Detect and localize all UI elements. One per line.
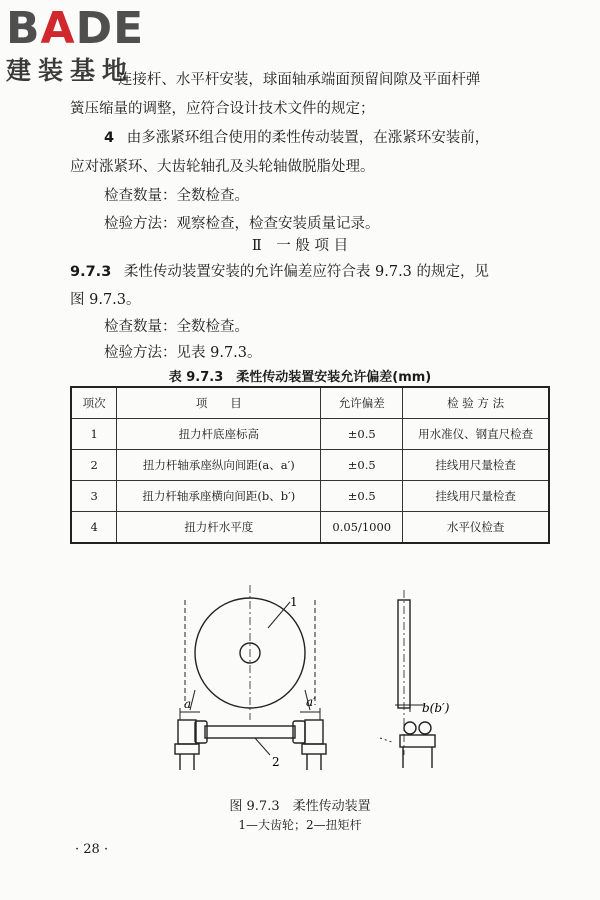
right-support — [305, 720, 323, 744]
table-cell: ±0.5 — [321, 419, 403, 450]
table-caption: 表 9.7.3 柔性传动装置安装允许偏差(mm) — [168, 370, 432, 385]
table-cell: 扭力杆水平度 — [117, 512, 321, 544]
table-header-row — [71, 387, 549, 419]
check-method-1: 检验方法：观察检查，检查安装质量记录。 — [104, 216, 380, 232]
logo-brand-sub: 建装基地 — [6, 56, 135, 85]
paragraph-4-line2: 应对涨紧环、大齿轮轴孔及头轮轴做脱脂处理。 — [70, 159, 375, 175]
check-quantity-2: 检查数量：全数检查。 — [104, 319, 249, 335]
check-quantity-1: 检查数量：全数检查。 — [104, 188, 249, 204]
figure-label-1: 1 — [290, 595, 298, 609]
figure-label-a-prime: a′ — [306, 695, 316, 709]
table-cell: 2 — [71, 450, 117, 481]
table-row — [71, 512, 549, 544]
table-header: 检 验 方 法 — [403, 387, 549, 419]
torque-rod — [205, 726, 295, 738]
table-row — [71, 419, 549, 450]
paragraph-4-number: 4 — [104, 130, 115, 146]
side-base — [400, 735, 435, 747]
paragraph-3-line2: 簧压缩量的调整，应符合设计技术文件的规定； — [70, 101, 375, 117]
table-cell: 4 — [71, 512, 117, 544]
left-base — [175, 744, 199, 754]
right-base — [302, 744, 326, 754]
table-cell: ±0.5 — [321, 450, 403, 481]
table-cell: 扭力杆轴承座纵向间距(a、a′) — [117, 450, 321, 481]
flexible-drive-figure — [0, 580, 600, 780]
table-cell: ±0.5 — [321, 481, 403, 512]
table-row — [71, 481, 549, 512]
figure-caption: 图 9.7.3 柔性传动装置 — [229, 799, 371, 814]
table-cell: 0.05/1000 — [321, 512, 403, 544]
clause-number: 9.7.3 — [70, 264, 112, 280]
figure-legend: 1—大齿轮；2—扭矩杆 — [238, 818, 362, 832]
table-cell: 挂线用尺量检查 — [403, 481, 549, 512]
table-header: 允许偏差 — [321, 387, 403, 419]
tolerance-table — [70, 386, 550, 544]
table-cell: 3 — [71, 481, 117, 512]
clause-text: 柔性传动装置安装的允许偏差应符合表 9.7.3 的规定，见 — [123, 264, 490, 280]
paragraph-3-text: 连接杆、水平杆安装，球面轴承端面预留间隙及平面杆弹 — [117, 72, 481, 88]
paragraph-4-line1 — [104, 128, 489, 148]
page-number: · 28 · — [75, 842, 109, 857]
figure-label-a: a — [184, 697, 192, 711]
figure-label-b: b(b′) — [422, 701, 450, 715]
check-method-2: 检验方法：见表 9.7.3。 — [104, 345, 262, 361]
figure-label-2: 2 — [272, 755, 280, 769]
clause-9-7-3-line2: 图 9.7.3。 — [70, 292, 141, 308]
paragraph-3-line1 — [104, 70, 480, 90]
section-heading: Ⅱ 一 般 项 目 — [251, 238, 349, 254]
table-cell: 挂线用尺量检查 — [403, 450, 549, 481]
table-cell: 水平仪检查 — [403, 512, 549, 544]
table-cell: 扭力杆轴承座横向间距(b、b′) — [117, 481, 321, 512]
table-row — [71, 450, 549, 481]
table-cell: 扭力杆底座标高 — [117, 419, 321, 450]
table-header: 项 目 — [117, 387, 321, 419]
table-cell: 1 — [71, 419, 117, 450]
clause-9-7-3-line1 — [70, 262, 489, 282]
table-header: 项次 — [71, 387, 117, 419]
logo-brand: BADE — [6, 3, 145, 54]
side-bearing-2 — [419, 722, 431, 734]
paragraph-4-text: 由多涨紧环组合使用的柔性传动装置，在涨紧环安装前， — [126, 130, 490, 146]
table-cell: 用水准仪、钢直尺检查 — [403, 419, 549, 450]
side-bearing-1 — [404, 722, 416, 734]
left-support — [178, 720, 196, 744]
